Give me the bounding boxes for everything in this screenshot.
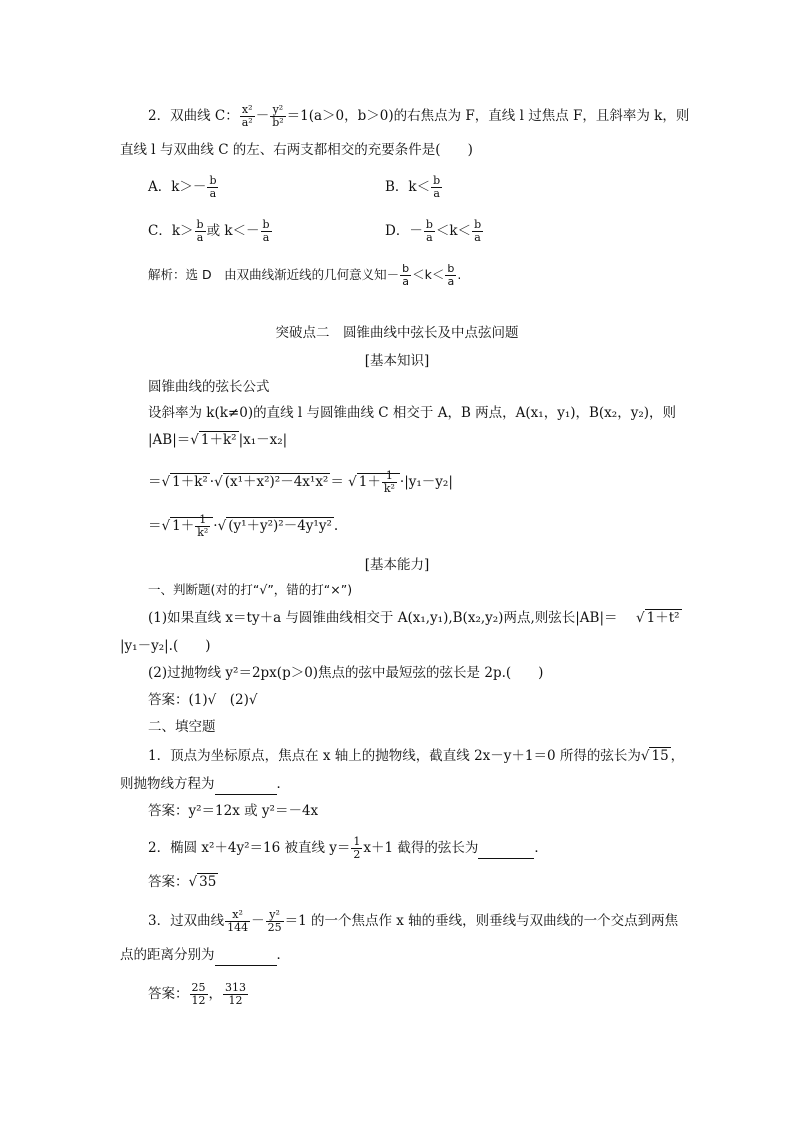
fill-item-3-answer: 答案： $\frac{25}{12}$ ， $\frac{313}{12}$ <box>148 981 246 1007</box>
fraction-x2-a2: $\frac{\text{x²}}{\text{a²}}$ <box>241 103 253 129</box>
judge-item-1: (1)如果直线 x＝ty＋a 与圆锥曲线相交于 A(x₁,y₁),B(x₂,y₂)两点,则弦长|AB|＝ <box>148 610 618 626</box>
fraction-y2-b2: $\frac{\text{y²}}{\text{b²}}$ <box>272 103 284 129</box>
fill-item-1: 1．顶点为坐标原点，焦点在 x 轴上的抛物线，截直线 2x－y＋1＝0 所得的弦长为√ 15 ， <box>148 748 685 764</box>
option-a: A．k＞－ $\frac{b}{a}$ <box>148 174 217 200</box>
judge-item-2: (2)过抛物线 y²＝2px(p＞0)焦点的弦中最短弦的弦长是 2p.( ) <box>148 665 544 681</box>
formula-line-3: ＝√ 1＋ $\frac{1}{\text{k²}}$ ·√ (y¹＋y²)²－4y¹y² . <box>148 513 339 539</box>
fill-item-2-answer: 答案：√ 35 <box>148 874 217 890</box>
formula-line-1: |AB|＝√ 1＋k² |x₁－x₂| <box>148 432 288 448</box>
option-c: C．k＞ $\frac{b}{a}$ 或 k＜－ $\frac{b}{a}$ <box>148 218 270 244</box>
fill-title: 二、填空题 <box>148 719 216 735</box>
formula-intro: 设斜率为 k(k≠0)的直线 l 与圆锥曲线 C 相交于 A，B 两点，A(x₁，y₁)，B(x₂，y₂)，则 <box>148 405 677 421</box>
formula-title: 圆锥曲线的弦长公式 <box>148 379 270 395</box>
fill-item-1-answer: 答案：y²＝12x 或 y²＝－4x <box>148 803 319 819</box>
fill-item-1-line2: 则抛物线方程为 ． <box>120 774 290 795</box>
answer-blank <box>215 774 277 795</box>
judge-item-1-line2: |y₁－y₂|.( ) <box>120 638 211 654</box>
answer-blank <box>478 838 534 859</box>
question-2-line2: 直线 l 与双曲线 C 的左、右两支都相交的充要条件是( ) <box>120 142 473 158</box>
fill-item-3: 3．过双曲线 $\frac{\text{x²}}{144}$ － $\frac{\text{y²}}{25}$ ＝1 的一个焦点作 x 轴的垂线，则垂线与双曲线的一个交点到两焦 <box>148 908 679 934</box>
fill-item-3-line2: 点的距离分别为 ． <box>120 945 290 966</box>
solution-line: 解析：选 D 由双曲线渐近线的几何意义知－ $\frac{b}{a}$ ＜k＜ $\frac{b}{a}$ . <box>148 262 462 288</box>
judge-item-1-radical: √ 1＋t² <box>636 610 680 626</box>
question-2-number: 2．双曲线 C： <box>148 108 239 124</box>
judge-title: 一、判断题(对的打“√”，错的打“×”) <box>148 582 353 597</box>
judge-answer: 答案：(1)√ (2)√ <box>148 692 258 708</box>
basic-ability-heading: [基本能力] <box>364 557 430 573</box>
option-d: D．－ $\frac{b}{a}$ ＜k＜ $\frac{b}{a}$ <box>385 218 482 244</box>
question-2-line1: 2．双曲线 C： $\frac{\text{x²}}{\text{a²}}$ － $\frac{\text{y²}}{\text{b²}}$ ＝1(a＞0，b＞0)的右焦点为 F，直线 l 过焦点 F，且斜率为 k，则 <box>148 103 690 129</box>
option-b: B．k＜ $\frac{b}{a}$ <box>385 174 441 200</box>
basic-knowledge-heading: [基本知识] <box>364 353 430 369</box>
section-title: 突破点二 圆锥曲线中弦长及中点弦问题 <box>275 325 519 341</box>
fill-item-2: 2．椭圆 x²＋4y²＝16 被直线 y＝ $\frac{1}{2}$ x＋1 截得的弦长为 ． <box>148 835 548 861</box>
answer-blank <box>215 945 277 966</box>
formula-line-2: ＝√ 1＋k² ·√ (x¹＋x²)²－4x¹x² ＝ √ 1＋ $\frac{1}{\text{k²}}$ ·|y₁－y₂| <box>148 469 453 495</box>
